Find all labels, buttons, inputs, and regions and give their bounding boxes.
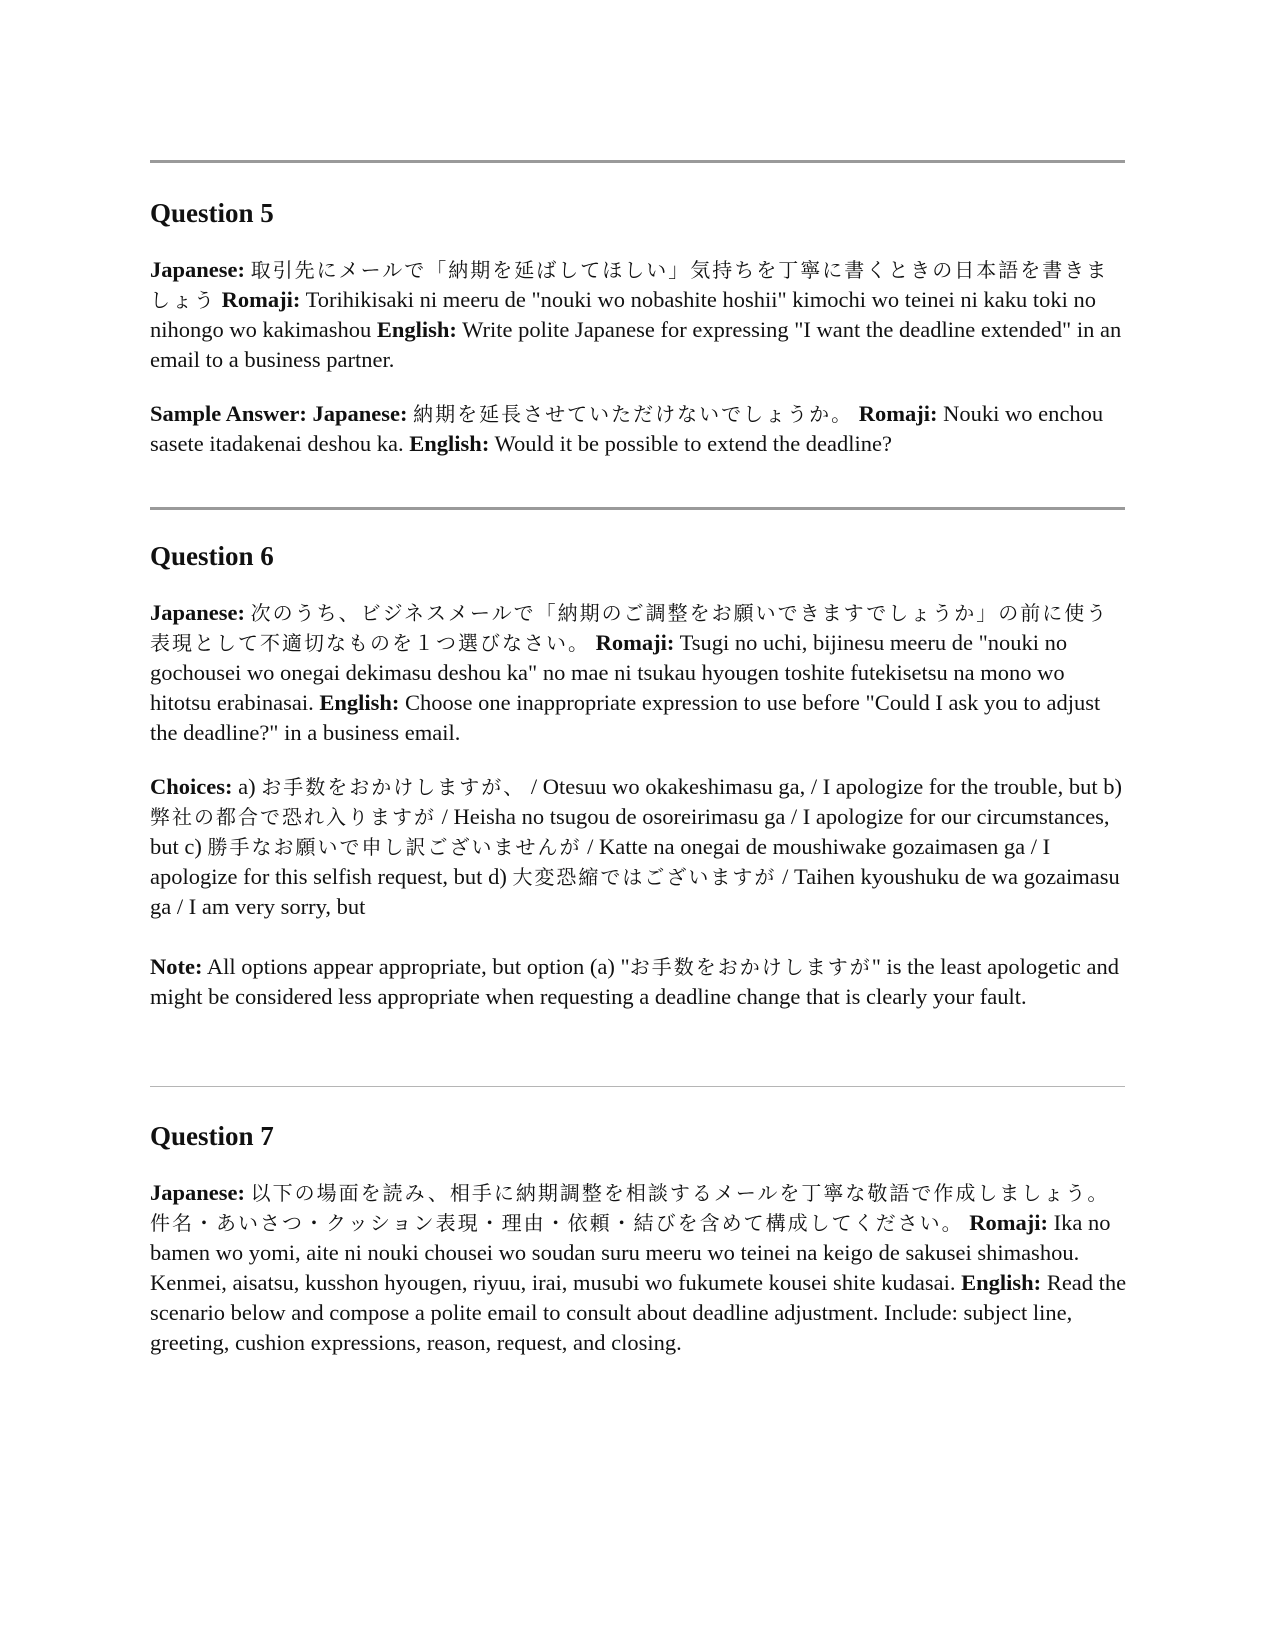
japanese-label: Japanese: bbox=[150, 257, 245, 282]
choice-d-text: / Taihen kyoushuku de wa gozaimasu ga / I am very sorry, but bbox=[150, 864, 1120, 919]
answer-romaji: Nouki wo enchou sasete itadakenai deshou ka. bbox=[150, 401, 1104, 456]
choice-a-letter: a) bbox=[238, 774, 256, 799]
question-5-sample-answer bbox=[150, 399, 1130, 459]
question-6-prompt bbox=[150, 598, 1130, 748]
divider bbox=[150, 1086, 1125, 1087]
note-label: Note: bbox=[150, 954, 203, 979]
question-6-title: Question 6 bbox=[150, 541, 274, 571]
choice-c-japanese: 勝手なお願いで申し訳ございませんが bbox=[207, 835, 582, 859]
choice-b-letter: b) bbox=[1103, 774, 1122, 799]
question-6-romaji: Tsugi no uchi, bijinesu meeru de "nouki no gochousei wo onegai dekimasu deshou ka" no mae ni tsukau hyougen toshite futekisetsu na mono wo hitotsu erabinasai. bbox=[150, 630, 1068, 715]
divider bbox=[150, 507, 1125, 510]
question-5-english: Write polite Japanese for expressing "I want the deadline extended" in an email to a business partner. bbox=[150, 317, 1122, 372]
romaji-label: Romaji: bbox=[969, 1210, 1048, 1235]
choice-c-text: / Katte na onegai de moushiwake gozaimasen ga / I apologize for this selfish request, but bbox=[150, 834, 1051, 889]
question-7-prompt bbox=[150, 1178, 1130, 1358]
question-6-japanese: 次のうち、ビジネスメールで「納期のご調整をお願いできますでしょうか」の前に使う表現として不適切なものを１つ選びなさい。 bbox=[150, 601, 1109, 655]
choices-label: Choices: bbox=[150, 774, 233, 799]
choice-a-text: / Otesuu wo okakeshimasu ga, / I apologize for the trouble, but bbox=[525, 774, 1098, 799]
romaji-label: Romaji: bbox=[221, 287, 301, 312]
note-text-start: All options appear appropriate, but option (a) " bbox=[206, 954, 630, 979]
english-label: English: bbox=[319, 690, 400, 715]
english-label: English: bbox=[961, 1270, 1042, 1295]
romaji-label: Romaji: bbox=[595, 630, 675, 655]
question-7-japanese: 以下の場面を読み、相手に納期調整を相談するメールを丁寧な敬語で作成しましょう。 件名・あいさつ・クッション表現・理由・依頼・結びを含めて構成してください。 bbox=[150, 1181, 1110, 1235]
divider bbox=[150, 160, 1125, 163]
choice-d-letter: d) bbox=[488, 864, 507, 889]
choice-d-japanese: 大変恐縮ではございますが bbox=[512, 865, 777, 889]
japanese-label: Japanese: bbox=[150, 1180, 245, 1205]
japanese-label: Japanese: bbox=[150, 600, 245, 625]
choice-b-text: / Heisha no tsugou de osoreirimasu ga / I apologize for our circumstances, but bbox=[150, 804, 1110, 859]
japanese-label: Japanese: bbox=[312, 401, 408, 426]
question-6-note bbox=[150, 952, 1130, 1012]
sample-answer-label: Sample Answer: bbox=[150, 401, 307, 426]
question-5-prompt bbox=[150, 255, 1130, 375]
answer-japanese: 納期を延長させていただけないでしょうか。 bbox=[413, 402, 854, 426]
question-7-romaji: Ika no bamen wo yomi, aite ni nouki chousei wo soudan suru meeru wo teinei na keigo de sakusei shimashou. Kenmei, aisatsu, kusshon hyougen, riyuu, irai, musubi wo fukumete kousei shite kudasai. bbox=[150, 1210, 1111, 1295]
question-6-choices bbox=[150, 772, 1130, 922]
question-5-japanese: 取引先にメールで「納期を延ばしてほしい」気持ちを丁寧に書くときの日本語を書きましょう bbox=[150, 258, 1109, 312]
romaji-label: Romaji: bbox=[858, 401, 938, 426]
choice-c-letter: c) bbox=[184, 834, 202, 859]
english-label: English: bbox=[409, 431, 490, 456]
question-5-title: Question 5 bbox=[150, 198, 274, 228]
question-7-title: Question 7 bbox=[150, 1121, 274, 1151]
question-7-english: Read the scenario below and compose a polite email to consult about deadline adjustment. Include: subject line, greeting, cushion expressions, reason, request, and closing. bbox=[150, 1270, 1127, 1355]
english-label: English: bbox=[376, 317, 457, 342]
answer-english: Would it be possible to extend the deadline? bbox=[494, 431, 893, 456]
choice-b-japanese: 弊社の都合で恐れ入りますが bbox=[150, 805, 436, 829]
note-japanese: お手数をおかけしますが bbox=[629, 955, 872, 979]
note-text-end: " is the least apologetic and might be considered less appropriate when requesting a deadline change that is clearly your fault. bbox=[150, 954, 1119, 1009]
choice-a-japanese: お手数をおかけしますが、 bbox=[261, 775, 526, 799]
question-5-romaji: Torihikisaki ni meeru de "nouki wo nobashite hoshii" kimochi wo teinei ni kaku toki no nihongo wo kakimashou bbox=[150, 287, 1097, 342]
question-6-english: Choose one inappropriate expression to use before "Could I ask you to adjust the deadline?" in a business email. bbox=[150, 690, 1101, 745]
